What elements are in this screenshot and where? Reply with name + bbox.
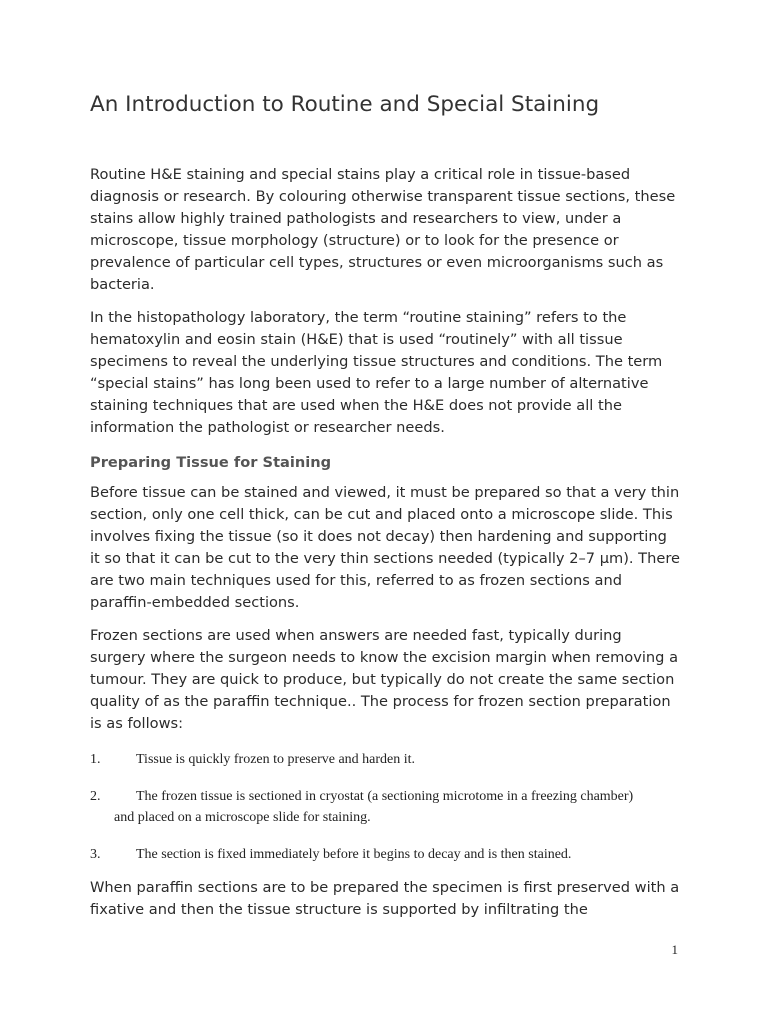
closing-paragraph: When paraffin sections are to be prepared the specimen is first preserved with a fixative and then the tissue structure is supported by infiltrating the: [90, 879, 680, 918]
step-line: The section is fixed immediately before it begins to decay and is then stained.: [136, 847, 572, 862]
step-line: Tissue is quickly frozen to preserve and harden it.: [136, 752, 416, 767]
intro-paragraph-1: Routine H&E staining and special stains play a critical role in tissue-based diagnosis or research. By colouring otherwise transparent tissue sections, these stains allow highly trained pathologists and researchers to view, under a microscope, tissue morphology (structure) or to look for the presence or prevalence of particular cell types, structures or even microorganisms such as bacteria.: [90, 166, 676, 293]
intro-paragraph-2: In the histopathology laboratory, the term “routine staining” refers to the hematoxylin and eosin stain (H&E) that is used “routinely” with all tissue specimens to reveal the underlying tissue structures and conditions. The term “special stains” has long been used to refer to a large number of alternative staining techniques that are used when the H&E does not provide all the information the pathologist or researcher needs.: [90, 309, 663, 436]
step-text: [136, 844, 680, 865]
section-paragraph-2: Frozen sections are used when answers are needed fast, typically during surgery where the surgeon needs to know the excision margin when removing a tumour. They are quick to produce, but typically do not create the same section quality of as the paraffin technique.. The process for frozen section preparation is as follows:: [90, 627, 679, 732]
step-text: [114, 786, 680, 828]
step-line: The frozen tissue is sectioned in cryostat (a sectioning microtome in a freezing chamber): [136, 789, 634, 804]
section-heading: Preparing Tissue for Staining: [90, 454, 332, 471]
step-number: 2.: [90, 789, 101, 804]
step-number: 3.: [90, 847, 101, 862]
list-item: [90, 786, 680, 828]
page-content: [90, 88, 680, 932]
document-title: An Introduction to Routine and Special Staining: [90, 92, 600, 117]
list-item: [90, 844, 680, 865]
list-item: [90, 749, 680, 770]
step-text: [136, 749, 680, 770]
step-number: 1.: [90, 752, 101, 767]
step-continuation: and placed on a microscope slide for staining.: [114, 810, 371, 825]
frozen-section-steps: [90, 749, 680, 865]
section-paragraph-1: Before tissue can be stained and viewed, it must be prepared so that a very thin section, only one cell thick, can be cut and placed onto a microscope slide. This involves fixing the tissue (so it does not decay) then hardening and supporting it so that it can be cut to the very thin sections needed (typically 2–7 µm). There are two main techniques used for this, referred to as frozen sections and paraffin-embedded sections.: [90, 484, 680, 611]
page-number: 1: [671, 942, 678, 957]
